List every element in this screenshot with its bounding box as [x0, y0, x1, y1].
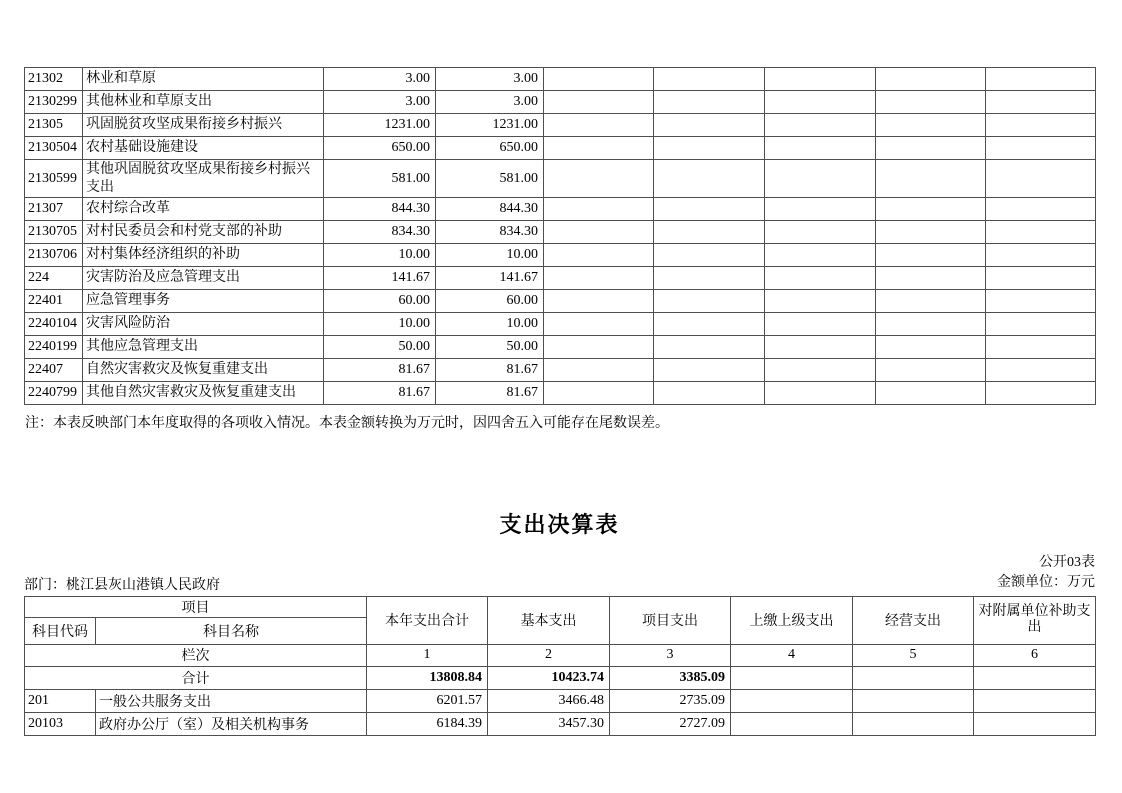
empty-cell: [654, 290, 765, 313]
amount-cell: 141.67: [436, 267, 544, 290]
empty-cell: [765, 290, 876, 313]
subject-name: 其他林业和草原支出: [83, 91, 324, 114]
table-row: [25, 160, 1096, 198]
amount-cell: 10.00: [436, 244, 544, 267]
empty-cell: [876, 313, 986, 336]
empty-cell: [765, 244, 876, 267]
subject-code: 2130504: [25, 137, 83, 160]
table-row: [25, 244, 1096, 267]
amount-cell: 10.00: [324, 313, 436, 336]
amount-cell: [731, 666, 853, 689]
empty-cell: [654, 68, 765, 91]
empty-cell: [765, 68, 876, 91]
amount-cell: 3.00: [436, 68, 544, 91]
empty-cell: [654, 160, 765, 198]
empty-cell: [986, 336, 1096, 359]
empty-cell: [986, 359, 1096, 382]
subject-name: 一般公共服务支出: [96, 689, 367, 712]
column-header: 本年支出合计: [367, 596, 488, 644]
amount-cell: 10423.74: [488, 666, 610, 689]
empty-cell: [986, 91, 1096, 114]
empty-cell: [544, 290, 654, 313]
empty-cell: [986, 382, 1096, 405]
table-row: [25, 68, 1096, 91]
empty-cell: [765, 221, 876, 244]
subject-code: 2130299: [25, 91, 83, 114]
lane-number: 3: [610, 644, 731, 666]
amount-cell: 10.00: [324, 244, 436, 267]
table-row: [25, 359, 1096, 382]
empty-cell: [876, 68, 986, 91]
amount-cell: 60.00: [324, 290, 436, 313]
lane-number: 6: [974, 644, 1096, 666]
subject-name: 灾害风险防治: [83, 313, 324, 336]
empty-cell: [876, 359, 986, 382]
amount-cell: 834.30: [324, 221, 436, 244]
empty-cell: [986, 221, 1096, 244]
amount-cell: 50.00: [436, 336, 544, 359]
empty-cell: [876, 382, 986, 405]
empty-cell: [654, 198, 765, 221]
subject-code: 22401: [25, 290, 83, 313]
empty-cell: [876, 160, 986, 198]
table-row: [25, 336, 1096, 359]
empty-cell: [654, 137, 765, 160]
table-row: [25, 712, 1096, 735]
amount-cell: 650.00: [324, 137, 436, 160]
empty-cell: [876, 290, 986, 313]
empty-cell: [765, 267, 876, 290]
table-row: [25, 313, 1096, 336]
amount-cell: 3385.09: [610, 666, 731, 689]
subject-name: 灾害防治及应急管理支出: [83, 267, 324, 290]
empty-cell: [765, 359, 876, 382]
amount-cell: 81.67: [436, 359, 544, 382]
subject-name: 其他巩固脱贫攻坚成果衔接乡村振兴支出: [83, 160, 324, 198]
subject-code: 21302: [25, 68, 83, 91]
column-header: 上缴上级支出: [731, 596, 853, 644]
subject-name: 其他自然灾害救灾及恢复重建支出: [83, 382, 324, 405]
table-row: [25, 137, 1096, 160]
amount-cell: 3466.48: [488, 689, 610, 712]
amount-cell: [731, 689, 853, 712]
lane-number: 1: [367, 644, 488, 666]
empty-cell: [986, 160, 1096, 198]
empty-cell: [544, 244, 654, 267]
subject-code: 2130706: [25, 244, 83, 267]
income-table: [24, 67, 1096, 405]
amount-cell: 3.00: [324, 91, 436, 114]
column-header-name: 科目名称: [96, 617, 367, 644]
column-header: 项目支出: [610, 596, 731, 644]
subject-code: 20103: [25, 712, 96, 735]
meta-right: [997, 553, 1095, 594]
amount-cell: 60.00: [436, 290, 544, 313]
empty-cell: [986, 114, 1096, 137]
department-label: 部门：桃江县灰山港镇人民政府: [24, 577, 220, 593]
amount-cell: [731, 712, 853, 735]
empty-cell: [876, 91, 986, 114]
empty-cell: [876, 114, 986, 137]
empty-cell: [876, 267, 986, 290]
empty-cell: [986, 244, 1096, 267]
amount-cell: 3.00: [436, 91, 544, 114]
amount-cell: 2735.09: [610, 689, 731, 712]
subject-code: 2130599: [25, 160, 83, 198]
table-row: [25, 267, 1096, 290]
empty-cell: [544, 313, 654, 336]
page-title: 支出决算表: [499, 512, 620, 537]
unit-label: 金额单位：万元: [997, 575, 1095, 591]
column-header-project: 项目: [25, 596, 367, 617]
note-text: 注：本表反映部门本年度取得的各项收入情况。本表金额转换为万元时，因四舍五入可能存在尾数误差。: [25, 416, 669, 431]
amount-cell: 81.67: [436, 382, 544, 405]
amount-cell: 1231.00: [436, 114, 544, 137]
amount-cell: 81.67: [324, 359, 436, 382]
empty-cell: [544, 160, 654, 198]
amount-cell: 141.67: [324, 267, 436, 290]
lane-number: 5: [853, 644, 974, 666]
amount-cell: 844.30: [324, 198, 436, 221]
empty-cell: [654, 244, 765, 267]
subject-name: 其他应急管理支出: [83, 336, 324, 359]
empty-cell: [654, 91, 765, 114]
subject-code: 224: [25, 267, 83, 290]
lane-row: [25, 644, 1096, 666]
header-row: [25, 596, 1096, 617]
subject-name: 对村民委员会和村党支部的补助: [83, 221, 324, 244]
total-row: [25, 666, 1096, 689]
table-row: [25, 221, 1096, 244]
amount-cell: 844.30: [436, 198, 544, 221]
subject-name: 林业和草原: [83, 68, 324, 91]
lane-label: 栏次: [25, 644, 367, 666]
empty-cell: [765, 114, 876, 137]
empty-cell: [544, 382, 654, 405]
empty-cell: [765, 91, 876, 114]
amount-cell: 13808.84: [367, 666, 488, 689]
empty-cell: [654, 313, 765, 336]
empty-cell: [765, 313, 876, 336]
subject-name: 对村集体经济组织的补助: [83, 244, 324, 267]
empty-cell: [544, 359, 654, 382]
empty-cell: [986, 267, 1096, 290]
lane-number: 2: [488, 644, 610, 666]
amount-cell: 2727.09: [610, 712, 731, 735]
empty-cell: [654, 382, 765, 405]
empty-cell: [654, 267, 765, 290]
empty-cell: [544, 267, 654, 290]
empty-cell: [876, 137, 986, 160]
subject-name: 自然灾害救灾及恢复重建支出: [83, 359, 324, 382]
table-meta: [24, 553, 1095, 594]
amount-cell: 6184.39: [367, 712, 488, 735]
table-row: [25, 114, 1096, 137]
empty-cell: [986, 68, 1096, 91]
empty-cell: [986, 198, 1096, 221]
subject-code: 2240799: [25, 382, 83, 405]
empty-cell: [544, 221, 654, 244]
amount-cell: 1231.00: [324, 114, 436, 137]
empty-cell: [876, 221, 986, 244]
table-row: [25, 198, 1096, 221]
empty-cell: [876, 336, 986, 359]
amount-cell: 50.00: [324, 336, 436, 359]
table-code-label: 公开03表: [1039, 555, 1095, 570]
table-row: [25, 290, 1096, 313]
amount-cell: 6201.57: [367, 689, 488, 712]
amount-cell: 834.30: [436, 221, 544, 244]
subject-name: 农村综合改革: [83, 198, 324, 221]
empty-cell: [544, 68, 654, 91]
subject-name: 政府办公厅（室）及相关机构事务: [96, 712, 367, 735]
amount-cell: 581.00: [324, 160, 436, 198]
amount-cell: 10.00: [436, 313, 544, 336]
table-row: [25, 689, 1096, 712]
column-header: 对附属单位补助支出: [974, 596, 1096, 644]
amount-cell: [974, 712, 1096, 735]
empty-cell: [986, 313, 1096, 336]
column-header: 经营支出: [853, 596, 974, 644]
subject-name: 应急管理事务: [83, 290, 324, 313]
empty-cell: [765, 336, 876, 359]
amount-cell: 581.00: [436, 160, 544, 198]
empty-cell: [654, 359, 765, 382]
empty-cell: [544, 91, 654, 114]
table-row: [25, 382, 1096, 405]
amount-cell: [974, 689, 1096, 712]
empty-cell: [654, 221, 765, 244]
subject-name: 巩固脱贫攻坚成果衔接乡村振兴: [83, 114, 324, 137]
amount-cell: [853, 689, 974, 712]
empty-cell: [876, 244, 986, 267]
empty-cell: [876, 198, 986, 221]
empty-cell: [544, 114, 654, 137]
amount-cell: 81.67: [324, 382, 436, 405]
empty-cell: [544, 137, 654, 160]
amount-cell: [974, 666, 1096, 689]
subject-code: 21307: [25, 198, 83, 221]
empty-cell: [765, 160, 876, 198]
expenditure-table: [24, 596, 1096, 736]
total-label: 合计: [25, 666, 367, 689]
empty-cell: [765, 198, 876, 221]
subject-name: 农村基础设施建设: [83, 137, 324, 160]
amount-cell: [853, 712, 974, 735]
amount-cell: 3457.30: [488, 712, 610, 735]
empty-cell: [765, 382, 876, 405]
empty-cell: [654, 114, 765, 137]
table-row: [25, 91, 1096, 114]
subject-code: 201: [25, 689, 96, 712]
subject-code: 2240199: [25, 336, 83, 359]
amount-cell: 650.00: [436, 137, 544, 160]
empty-cell: [654, 336, 765, 359]
empty-cell: [765, 137, 876, 160]
subject-code: 21305: [25, 114, 83, 137]
subject-code: 2240104: [25, 313, 83, 336]
amount-cell: [853, 666, 974, 689]
empty-cell: [986, 290, 1096, 313]
subject-code: 2130705: [25, 221, 83, 244]
amount-cell: 3.00: [324, 68, 436, 91]
empty-cell: [986, 137, 1096, 160]
lane-number: 4: [731, 644, 853, 666]
column-header: 基本支出: [488, 596, 610, 644]
empty-cell: [544, 198, 654, 221]
empty-cell: [544, 336, 654, 359]
subject-code: 22407: [25, 359, 83, 382]
column-header-code: 科目代码: [25, 617, 96, 644]
